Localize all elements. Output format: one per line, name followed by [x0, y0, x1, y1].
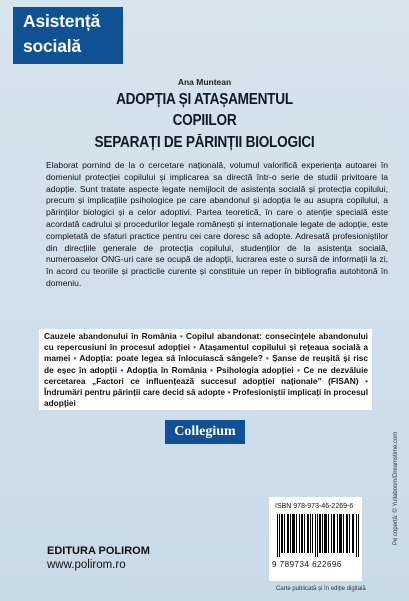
author-name: Ana Muntean [177, 77, 232, 87]
topic-item: Îndrumări pentru părinții care decid să adopte [44, 387, 226, 398]
topic-item: Atașamentul copilului și rețeaua socială a mamei [44, 342, 368, 364]
bullet-icon: • [265, 353, 269, 364]
topic-item: Șanse de reușită și risc de eșec în adopții [44, 353, 368, 375]
bullet-icon: • [227, 387, 231, 398]
topic-item: Ce ne dezvăluie cercetarea „Factori ce influențează succesul adopției naționale” (FISAN) [44, 364, 369, 386]
book-title-line2: COPIILOR [172, 112, 237, 129]
series-badge [13, 7, 123, 64]
barcode-number: 9 789734 622696 [272, 560, 342, 569]
topics-list [44, 331, 368, 409]
digital-edition-note: Carte publicată și în ediție digitală [276, 586, 366, 592]
bullet-icon: • [193, 342, 197, 353]
publisher-website[interactable]: www.polirom.ro [47, 559, 126, 571]
topic-item: Adopția: poate legea să înlocuiască sângele? [79, 353, 263, 364]
bullet-icon: • [179, 331, 183, 341]
publisher-name: EDITURA POLIROM [47, 545, 150, 557]
topic-item: Profesioniștii implicați în procesul adopției [44, 387, 369, 409]
bullet-icon: • [365, 375, 368, 386]
collegium-logo-text: Collegium [174, 424, 236, 439]
topic-item: Psihologia adopției [216, 364, 294, 375]
bullet-icon: • [73, 353, 77, 364]
series-name-line2: socială [23, 36, 81, 56]
topic-item: Cauzele abandonului în România [44, 331, 177, 341]
topic-item: Copilul abandonat: consecințele abandonului cu repercusiuni în procesul adopției [44, 331, 368, 353]
isbn-text: ISBN 978-973-46-2269-6 [275, 503, 354, 510]
series-name-line1: Asistență [23, 11, 100, 31]
book-title-line1: ADOPȚIA ȘI ATAȘAMENTUL [116, 91, 293, 108]
description-text: Elaborat pornind de la o cercetare națională, volumul valorifică experiența autoarei în domeniul protecției copilului și implicarea sa directă într-o serie de studii privitoare la adopție. Sunt tratate aspecte legate nemijlocit de asistența socială și protecția copilului, precum și implicațiile psihologice pe care abandonul și adopția le au asupra copilului, a părinților biologici și a celor adoptivi. Partea teoretică, în care o atenție specială este acordată cadrului și procedurilor legale românești și internaționale legate de adopție, este completată de sfaturi practice pentru cei care doresc să adopte. Adresată profesioniștilor din direcțiile generale de protecția copilului, studenților de la asistența socială, numeroaselor ONG-uri care se ocupă de adopții, lucrarea este o sursă de informații la zi, în acord cu teoriile și practicile curente și constituie un reper în bibliografia autohtonă în domeniu. [46, 160, 388, 288]
photo-credit-text: Pe copertă: © Yuliaboom/Dreamstime.com [393, 431, 399, 545]
collegium-logo [165, 420, 245, 444]
barcode-icon [277, 514, 360, 557]
bullet-icon: • [120, 364, 124, 375]
bullet-icon: • [210, 364, 214, 375]
bullet-icon: • [297, 364, 301, 375]
book-title-line3: SEPARAȚI DE PĂRINȚII BIOLOGICI [94, 134, 315, 151]
book-description [46, 160, 388, 290]
topic-item: Adopția în România [126, 364, 207, 375]
